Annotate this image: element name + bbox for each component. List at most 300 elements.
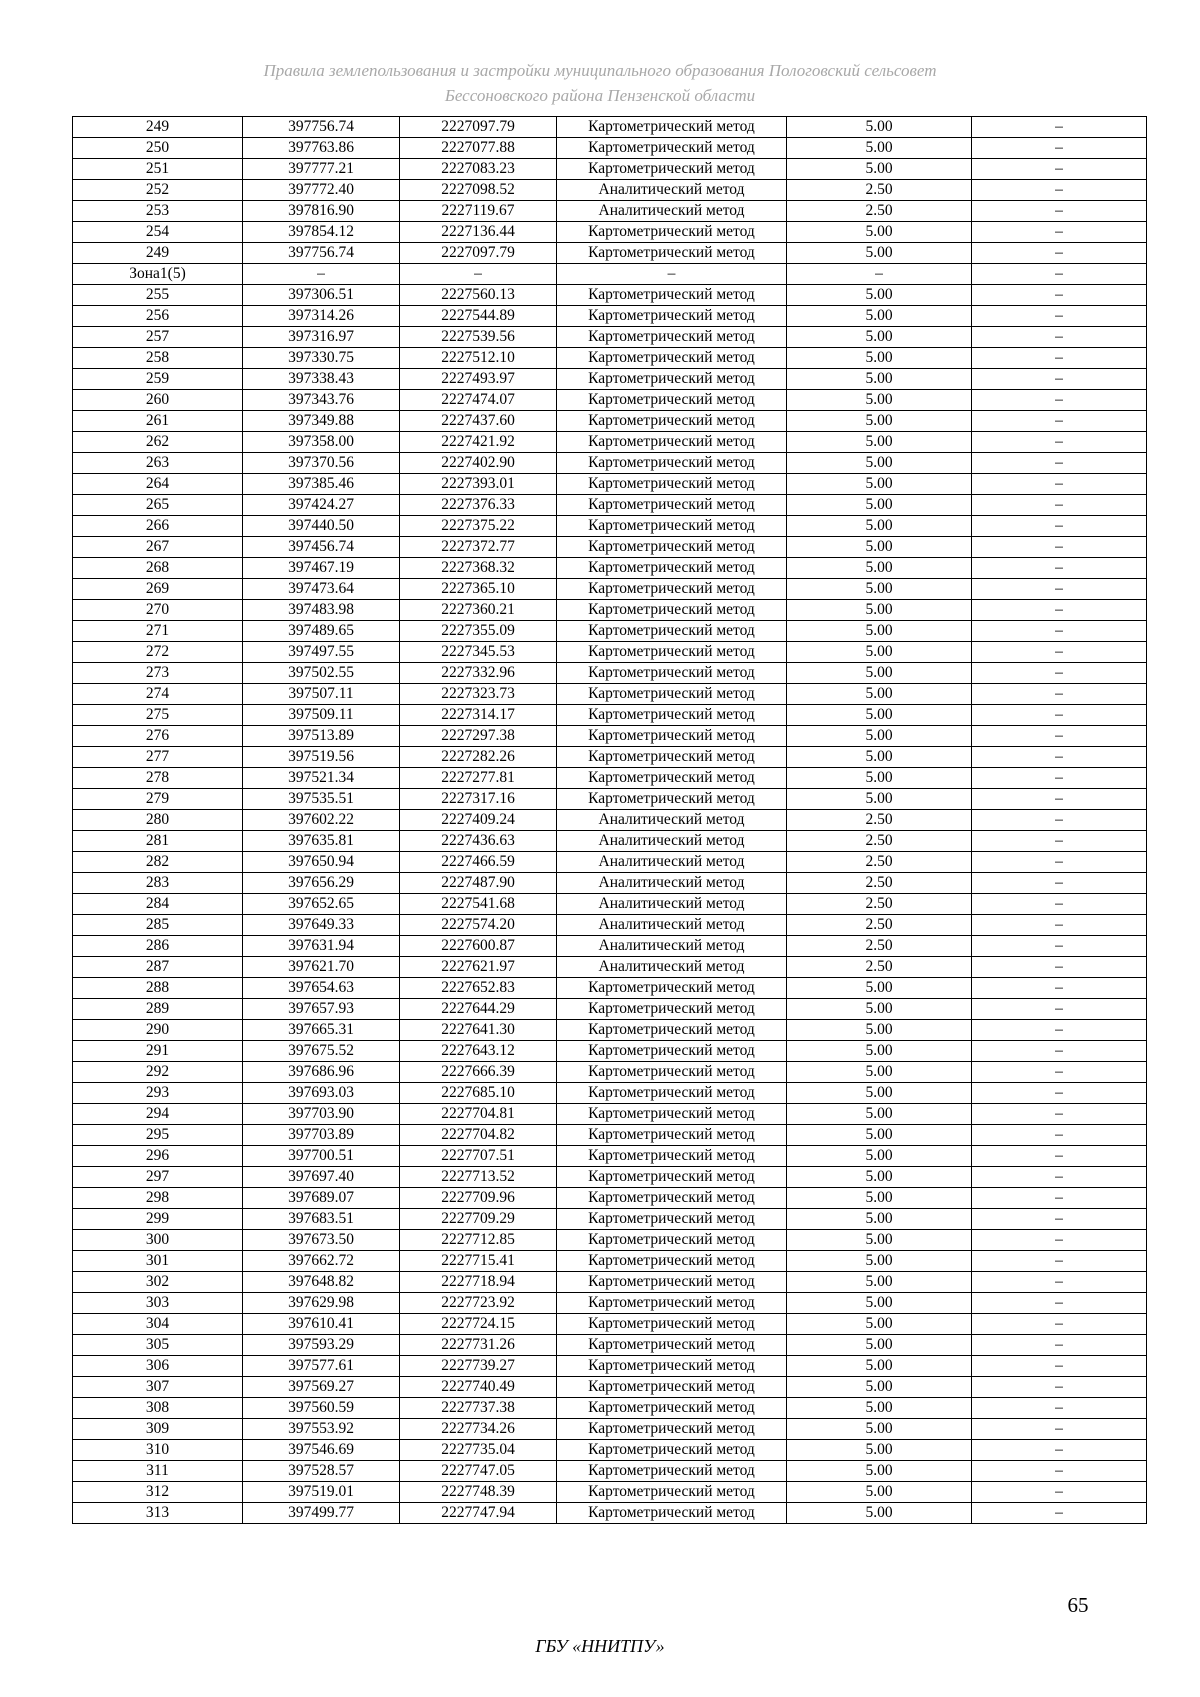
x-coordinate-cell: 397665.31 [243,1020,400,1041]
x-coordinate-cell: 397657.93 [243,999,400,1020]
x-coordinate-cell: 397370.56 [243,453,400,474]
note-cell: – [972,957,1147,978]
x-coordinate-cell: 397509.11 [243,705,400,726]
accuracy-cell: 5.00 [787,1188,972,1209]
accuracy-cell: 5.00 [787,1440,972,1461]
accuracy-cell: 5.00 [787,369,972,390]
point-number-cell: 307 [73,1377,243,1398]
y-coordinate-cell: 2227748.39 [400,1482,557,1503]
y-coordinate-cell: 2227372.77 [400,537,557,558]
y-coordinate-cell: 2227409.24 [400,810,557,831]
x-coordinate-cell: 397507.11 [243,684,400,705]
x-coordinate-cell: 397816.90 [243,201,400,222]
point-number-cell: 265 [73,495,243,516]
x-coordinate-cell: 397358.00 [243,432,400,453]
method-cell: Картометрический метод [557,579,787,600]
table-row [73,936,1147,957]
point-number-cell: 290 [73,1020,243,1041]
note-cell: – [972,432,1147,453]
method-cell: Аналитический метод [557,873,787,894]
x-coordinate-cell: 397854.12 [243,222,400,243]
method-cell: Картометрический метод [557,1104,787,1125]
table-row [73,1482,1147,1503]
method-cell: Картометрический метод [557,516,787,537]
y-coordinate-cell: 2227709.96 [400,1188,557,1209]
accuracy-cell: 5.00 [787,1419,972,1440]
method-cell: Картометрический метод [557,1461,787,1482]
x-coordinate-cell: 397772.40 [243,180,400,201]
table-row [73,285,1147,306]
accuracy-cell: 5.00 [787,159,972,180]
accuracy-cell: 5.00 [787,1293,972,1314]
table-row [73,1377,1147,1398]
table-row [73,1125,1147,1146]
y-coordinate-cell: 2227360.21 [400,600,557,621]
y-coordinate-cell: 2227332.96 [400,663,557,684]
note-cell: – [972,117,1147,138]
point-number-cell: 297 [73,1167,243,1188]
note-cell: – [972,1146,1147,1167]
accuracy-cell: 5.00 [787,117,972,138]
table-row [73,600,1147,621]
note-cell: – [972,768,1147,789]
x-coordinate-cell: 397700.51 [243,1146,400,1167]
method-cell: Аналитический метод [557,915,787,936]
accuracy-cell: 5.00 [787,1230,972,1251]
y-coordinate-cell: 2227712.85 [400,1230,557,1251]
point-number-cell: 294 [73,1104,243,1125]
note-cell: – [972,1272,1147,1293]
note-cell: – [972,264,1147,285]
table-row [73,579,1147,600]
x-coordinate-cell: 397553.92 [243,1419,400,1440]
accuracy-cell: 5.00 [787,1209,972,1230]
x-coordinate-cell: 397502.55 [243,663,400,684]
accuracy-cell: 5.00 [787,1251,972,1272]
accuracy-cell: 5.00 [787,558,972,579]
x-coordinate-cell: 397673.50 [243,1230,400,1251]
accuracy-cell: 5.00 [787,1062,972,1083]
method-cell: Картометрический метод [557,432,787,453]
note-cell: – [972,1020,1147,1041]
method-cell: Аналитический метод [557,180,787,201]
accuracy-cell: 5.00 [787,705,972,726]
point-number-cell: 256 [73,306,243,327]
method-cell: Картометрический метод [557,1230,787,1251]
x-coordinate-cell: 397649.33 [243,915,400,936]
note-cell: – [972,1125,1147,1146]
point-number-cell: 254 [73,222,243,243]
x-coordinate-cell: 397338.43 [243,369,400,390]
method-cell: Картометрический метод [557,1314,787,1335]
point-number-cell: 312 [73,1482,243,1503]
y-coordinate-cell: 2227098.52 [400,180,557,201]
point-number-cell: 300 [73,1230,243,1251]
point-number-cell: Зона1(5) [73,264,243,285]
accuracy-cell: 2.50 [787,810,972,831]
y-coordinate-cell: 2227739.27 [400,1356,557,1377]
y-coordinate-cell: 2227707.51 [400,1146,557,1167]
note-cell: – [972,1062,1147,1083]
x-coordinate-cell: 397306.51 [243,285,400,306]
x-coordinate-cell: 397629.98 [243,1293,400,1314]
accuracy-cell: 5.00 [787,999,972,1020]
y-coordinate-cell: 2227097.79 [400,243,557,264]
note-cell: – [972,936,1147,957]
point-number-cell: 293 [73,1083,243,1104]
note-cell: – [972,180,1147,201]
accuracy-cell: 5.00 [787,285,972,306]
table-row [73,1146,1147,1167]
point-number-cell: 305 [73,1335,243,1356]
x-coordinate-cell: 397314.26 [243,306,400,327]
method-cell: Картометрический метод [557,1356,787,1377]
method-cell: Картометрический метод [557,621,787,642]
table-row [73,1230,1147,1251]
point-number-cell: 280 [73,810,243,831]
accuracy-cell: 5.00 [787,978,972,999]
y-coordinate-cell: 2227323.73 [400,684,557,705]
table-row [73,432,1147,453]
table-row [73,1251,1147,1272]
method-cell: Картометрический метод [557,369,787,390]
x-coordinate-cell: 397489.65 [243,621,400,642]
note-cell: – [972,1230,1147,1251]
y-coordinate-cell: 2227512.10 [400,348,557,369]
point-number-cell: 263 [73,453,243,474]
point-number-cell: 308 [73,1398,243,1419]
point-number-cell: 292 [73,1062,243,1083]
accuracy-cell: 5.00 [787,1335,972,1356]
y-coordinate-cell: 2227644.29 [400,999,557,1020]
y-coordinate-cell: 2227393.01 [400,474,557,495]
accuracy-cell: 5.00 [787,1083,972,1104]
accuracy-cell: 5.00 [787,411,972,432]
coordinates-table-body [73,117,1147,1524]
point-number-cell: 252 [73,180,243,201]
table-row [73,348,1147,369]
table-row [73,642,1147,663]
x-coordinate-cell: 397497.55 [243,642,400,663]
point-number-cell: 299 [73,1209,243,1230]
note-cell: – [972,1356,1147,1377]
point-number-cell: 298 [73,1188,243,1209]
y-coordinate-cell: 2227436.63 [400,831,557,852]
y-coordinate-cell: 2227317.16 [400,789,557,810]
x-coordinate-cell: 397349.88 [243,411,400,432]
accuracy-cell: 5.00 [787,327,972,348]
x-coordinate-cell: 397650.94 [243,852,400,873]
x-coordinate-cell: 397473.64 [243,579,400,600]
header-line-2: Бессоновского района Пензенской области [444,86,756,105]
y-coordinate-cell: 2227709.29 [400,1209,557,1230]
method-cell: Аналитический метод [557,810,787,831]
y-coordinate-cell: 2227731.26 [400,1335,557,1356]
accuracy-cell: 5.00 [787,663,972,684]
page-footer: ГБУ «ННИТПУ» [535,1636,665,1656]
point-number-cell: 291 [73,1041,243,1062]
method-cell: Картометрический метод [557,1335,787,1356]
table-row [73,1398,1147,1419]
point-number-cell: 267 [73,537,243,558]
accuracy-cell: 5.00 [787,684,972,705]
note-cell: – [972,1503,1147,1524]
point-number-cell: 253 [73,201,243,222]
method-cell: Аналитический метод [557,852,787,873]
table-row [73,537,1147,558]
note-cell: – [972,285,1147,306]
table-row [73,159,1147,180]
x-coordinate-cell: 397656.29 [243,873,400,894]
note-cell: – [972,243,1147,264]
y-coordinate-cell: 2227136.44 [400,222,557,243]
table-row [73,789,1147,810]
table-row [73,1209,1147,1230]
point-number-cell: 287 [73,957,243,978]
y-coordinate-cell: 2227474.07 [400,390,557,411]
accuracy-cell: 5.00 [787,243,972,264]
table-row [73,1020,1147,1041]
table-row [73,705,1147,726]
accuracy-cell: 5.00 [787,579,972,600]
note-cell: – [972,201,1147,222]
x-coordinate-cell: 397686.96 [243,1062,400,1083]
method-cell: Картометрический метод [557,1503,787,1524]
accuracy-cell: 5.00 [787,747,972,768]
y-coordinate-cell: 2227097.79 [400,117,557,138]
y-coordinate-cell: 2227376.33 [400,495,557,516]
x-coordinate-cell: 397467.19 [243,558,400,579]
note-cell: – [972,894,1147,915]
table-row [73,495,1147,516]
point-number-cell: 255 [73,285,243,306]
method-cell: Картометрический метод [557,411,787,432]
table-row [73,684,1147,705]
method-cell: Картометрический метод [557,1482,787,1503]
method-cell: Картометрический метод [557,1020,787,1041]
note-cell: – [972,453,1147,474]
point-number-cell: 288 [73,978,243,999]
x-coordinate-cell: 397635.81 [243,831,400,852]
accuracy-cell: 5.00 [787,390,972,411]
note-cell: – [972,579,1147,600]
note-cell: – [972,516,1147,537]
method-cell: Картометрический метод [557,306,787,327]
point-number-cell: 306 [73,1356,243,1377]
y-coordinate-cell: 2227713.52 [400,1167,557,1188]
x-coordinate-cell: 397560.59 [243,1398,400,1419]
x-coordinate-cell: 397546.69 [243,1440,400,1461]
y-coordinate-cell: 2227355.09 [400,621,557,642]
table-row [73,852,1147,873]
table-row [73,264,1147,285]
table-row [73,621,1147,642]
note-cell: – [972,915,1147,936]
method-cell: Картометрический метод [557,495,787,516]
accuracy-cell: 5.00 [787,1503,972,1524]
y-coordinate-cell: 2227723.92 [400,1293,557,1314]
method-cell: Картометрический метод [557,1398,787,1419]
accuracy-cell: 5.00 [787,348,972,369]
point-number-cell: 304 [73,1314,243,1335]
accuracy-cell: 5.00 [787,1482,972,1503]
accuracy-cell: 5.00 [787,1125,972,1146]
y-coordinate-cell: 2227704.82 [400,1125,557,1146]
method-cell: Картометрический метод [557,1146,787,1167]
note-cell: – [972,789,1147,810]
accuracy-cell: – [787,264,972,285]
point-number-cell: 296 [73,1146,243,1167]
method-cell: Картометрический метод [557,663,787,684]
x-coordinate-cell: 397343.76 [243,390,400,411]
y-coordinate-cell: 2227544.89 [400,306,557,327]
table-row [73,1503,1147,1524]
method-cell: Картометрический метод [557,726,787,747]
method-cell: Картометрический метод [557,558,787,579]
x-coordinate-cell: 397521.34 [243,768,400,789]
method-cell: Картометрический метод [557,1209,787,1230]
x-coordinate-cell: 397519.01 [243,1482,400,1503]
method-cell: Картометрический метод [557,1083,787,1104]
x-coordinate-cell: 397330.75 [243,348,400,369]
method-cell: Аналитический метод [557,894,787,915]
table-row [73,831,1147,852]
y-coordinate-cell: 2227375.22 [400,516,557,537]
method-cell: Картометрический метод [557,222,787,243]
accuracy-cell: 5.00 [787,621,972,642]
note-cell: – [972,726,1147,747]
y-coordinate-cell: 2227314.17 [400,705,557,726]
x-coordinate-cell: 397602.22 [243,810,400,831]
point-number-cell: 262 [73,432,243,453]
x-coordinate-cell: 397528.57 [243,1461,400,1482]
note-cell: – [972,495,1147,516]
accuracy-cell: 5.00 [787,1377,972,1398]
note-cell: – [972,831,1147,852]
coordinates-table [72,116,1147,1524]
y-coordinate-cell: 2227724.15 [400,1314,557,1335]
method-cell: Картометрический метод [557,705,787,726]
point-number-cell: 250 [73,138,243,159]
accuracy-cell: 5.00 [787,1314,972,1335]
method-cell: Картометрический метод [557,327,787,348]
note-cell: – [972,747,1147,768]
x-coordinate-cell: 397675.52 [243,1041,400,1062]
accuracy-cell: 2.50 [787,852,972,873]
note-cell: – [972,600,1147,621]
y-coordinate-cell: 2227747.05 [400,1461,557,1482]
table-row [73,201,1147,222]
x-coordinate-cell: 397631.94 [243,936,400,957]
accuracy-cell: 5.00 [787,726,972,747]
point-number-cell: 251 [73,159,243,180]
accuracy-cell: 5.00 [787,1356,972,1377]
y-coordinate-cell: – [400,264,557,285]
y-coordinate-cell: 2227734.26 [400,1419,557,1440]
method-cell: Картометрический метод [557,537,787,558]
point-number-cell: 281 [73,831,243,852]
note-cell: – [972,306,1147,327]
accuracy-cell: 5.00 [787,474,972,495]
y-coordinate-cell: 2227740.49 [400,1377,557,1398]
method-cell: Картометрический метод [557,390,787,411]
note-cell: – [972,558,1147,579]
note-cell: – [972,1461,1147,1482]
accuracy-cell: 5.00 [787,453,972,474]
y-coordinate-cell: 2227368.32 [400,558,557,579]
y-coordinate-cell: 2227666.39 [400,1062,557,1083]
y-coordinate-cell: 2227345.53 [400,642,557,663]
table-row [73,369,1147,390]
method-cell: Картометрический метод [557,789,787,810]
y-coordinate-cell: 2227297.38 [400,726,557,747]
y-coordinate-cell: 2227737.38 [400,1398,557,1419]
table-row [73,1041,1147,1062]
y-coordinate-cell: 2227487.90 [400,873,557,894]
accuracy-cell: 5.00 [787,1104,972,1125]
point-number-cell: 249 [73,117,243,138]
method-cell: Картометрический метод [557,1041,787,1062]
accuracy-cell: 5.00 [787,537,972,558]
method-cell: Картометрический метод [557,600,787,621]
point-number-cell: 310 [73,1440,243,1461]
method-cell: Картометрический метод [557,1251,787,1272]
note-cell: – [972,705,1147,726]
accuracy-cell: 2.50 [787,831,972,852]
accuracy-cell: 5.00 [787,516,972,537]
note-cell: – [972,348,1147,369]
point-number-cell: 309 [73,1419,243,1440]
table-row [73,894,1147,915]
point-number-cell: 282 [73,852,243,873]
y-coordinate-cell: 2227282.26 [400,747,557,768]
x-coordinate-cell: 397577.61 [243,1356,400,1377]
note-cell: – [972,873,1147,894]
method-cell: Аналитический метод [557,957,787,978]
accuracy-cell: 5.00 [787,1272,972,1293]
point-number-cell: 269 [73,579,243,600]
table-row [73,663,1147,684]
note-cell: – [972,663,1147,684]
x-coordinate-cell: 397519.56 [243,747,400,768]
accuracy-cell: 5.00 [787,1146,972,1167]
point-number-cell: 277 [73,747,243,768]
point-number-cell: 313 [73,1503,243,1524]
table-row [73,1314,1147,1335]
point-number-cell: 285 [73,915,243,936]
table-row [73,810,1147,831]
table-row [73,516,1147,537]
method-cell: Картометрический метод [557,684,787,705]
accuracy-cell: 2.50 [787,180,972,201]
method-cell: Картометрический метод [557,978,787,999]
point-number-cell: 289 [73,999,243,1020]
note-cell: – [972,684,1147,705]
note-cell: – [972,159,1147,180]
note-cell: – [972,1440,1147,1461]
x-coordinate-cell: 397440.50 [243,516,400,537]
note-cell: – [972,810,1147,831]
method-cell: Картометрический метод [557,1125,787,1146]
point-number-cell: 260 [73,390,243,411]
table-row [73,138,1147,159]
y-coordinate-cell: 2227466.59 [400,852,557,873]
note-cell: – [972,852,1147,873]
y-coordinate-cell: 2227539.56 [400,327,557,348]
accuracy-cell: 5.00 [787,138,972,159]
x-coordinate-cell: 397652.65 [243,894,400,915]
note-cell: – [972,1041,1147,1062]
